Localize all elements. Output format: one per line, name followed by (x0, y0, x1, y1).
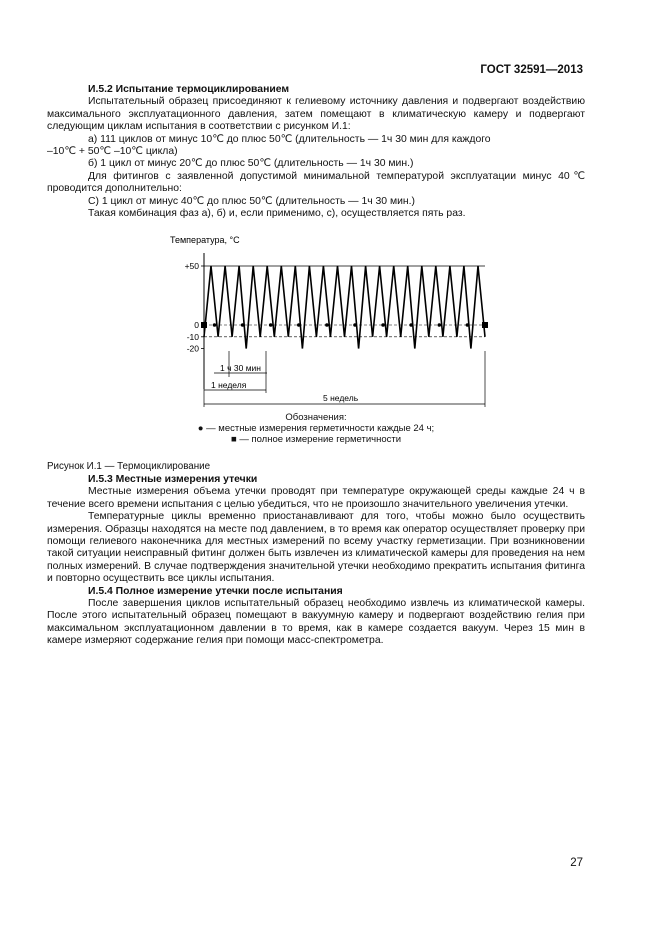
local-measurement-point (269, 324, 273, 328)
local-measurement-point (466, 324, 470, 328)
page-content (47, 84, 585, 648)
dim-label-cycle: 1 ч 30 мин (220, 363, 261, 374)
local-measurement-point (353, 324, 357, 328)
thermocycling-figure (47, 229, 585, 461)
local-measurement-point (438, 324, 442, 328)
legend-title: Обозначения: (285, 412, 347, 424)
list-item-c: С) 1 цикл от минус 40℃ до плюс 50℃ (длительность — 1ч 30 мин.) (88, 195, 415, 207)
legend-dot: ● — местные измерения герметичности каждые 24 ч; (197, 423, 435, 435)
y-tick-label: -20 (186, 344, 199, 355)
paragraph: Местные измерения объема утечки проводят при температуре окружающей среды каждые 24 ч в течение всего времени испытания с целью убедиться, что не произошло значительного увеличения утечки. (47, 486, 585, 510)
dim-label-week: 1 неделя (211, 380, 247, 391)
local-measurement-point (381, 324, 385, 328)
section-heading-i54: И.5.4 Полное измерение утечки после испытания (88, 585, 343, 597)
legend-square: ■ — полное измерение герметичности (230, 434, 402, 446)
temperature-series-line (204, 266, 485, 349)
paragraph: Такая комбинация фаз а), б) и, если применимо, с), осуществляется пять раз. (88, 208, 466, 220)
section-heading-i53: И.5.3 Местные измерения утечки (88, 473, 258, 485)
thermocycling-chart (47, 229, 585, 419)
dim-label-total: 5 недель (323, 393, 359, 404)
y-axis-label: Температура, °С (170, 235, 240, 246)
paragraph: Испытательный образец присоединяют к гелиевому источнику давления и подвергают воздействию максимального эксплуатационного давления, затем помещают в климатическую камеру и подвергают следующим циклам испытания в соответствии с рисунком И.1: (47, 96, 585, 133)
local-measurement-point (297, 324, 301, 328)
local-measurement-point (241, 324, 245, 328)
full-measurement-point (482, 322, 488, 328)
local-measurement-point (213, 324, 217, 328)
y-tick-label: 0 (194, 320, 199, 331)
paragraph: После завершения циклов испытательный образец необходимо извлечь из климатической камеры. После этого испытательный образец помещают в вакуумную камеру и подвергают воздействию гелия при максимальном эксплуатационном давлении в то время, как в камере создается вакуум. Через 15 мин в камере измеряют содержание гелия при помощи масс-спектрометра. (47, 597, 585, 647)
paragraph: Для фитингов с заявленной допустимой минимальной температурой эксплуатации минус 40℃ проводится дополнительно: (47, 170, 585, 195)
y-tick-label: +50 (184, 261, 199, 272)
page-number: 27 (570, 857, 583, 869)
list-item-a-continued: –10℃ + 50℃ –10℃ цикла) (47, 146, 178, 158)
figure-caption: Рисунок И.1 — Термоциклирование (47, 461, 211, 473)
y-tick-label: -10 (186, 332, 199, 343)
chart-series (201, 266, 488, 349)
list-item-b: б) 1 цикл от минус 20℃ до плюс 50℃ (длительность — 1ч 30 мин.) (88, 158, 414, 170)
dimension-lines (204, 351, 485, 407)
y-axis-ticks (185, 261, 204, 354)
paragraph: Температурные циклы временно приостанавливают для того, чтобы можно было осуществить измерения. Образцы находятся на месте под давлением, в то время как оператор осуществляет проверку при помощи гелиевого наконечника для местных измерений по всему участку герметизации. При возникновении такой ситуации неисправный фитинг должен быть извлечен из климатической камеры для проведения на нем полных измерений. В случае подтверждения значительной утечки необходимо прекратить испытания фитинга и повторно осуществить все циклы испытания. (47, 511, 585, 585)
local-measurement-point (325, 324, 329, 328)
list-item-a: а) 111 циклов от минус 10℃ до плюс 50℃ (длительность — 1ч 30 мин для каждого (88, 133, 491, 145)
full-measurement-point (201, 322, 207, 328)
local-measurement-point (409, 324, 413, 328)
document-code: ГОСТ 32591—2013 (480, 64, 583, 76)
section-heading-i52: И.5.2 Испытание термоциклированием (88, 84, 290, 95)
figure-legend (47, 412, 585, 445)
